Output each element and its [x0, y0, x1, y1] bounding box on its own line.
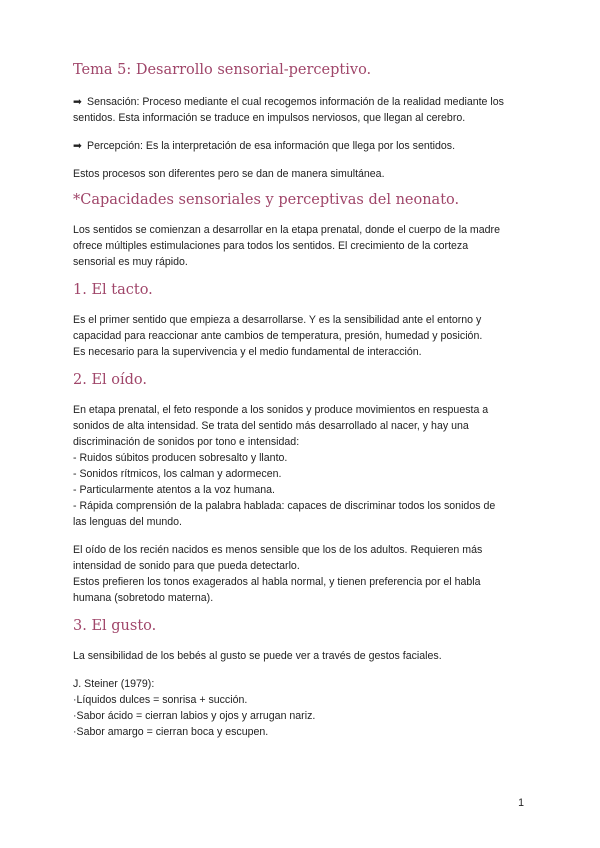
- page-number: 1: [518, 797, 524, 809]
- procesos-note: Estos procesos son diferentes pero se dan de manera simultánea.: [73, 168, 385, 180]
- percepcion-paragraph: ➡ Percepción: Es la interpretación de esa información que llega por los sentidos.: [73, 140, 456, 152]
- oido-paragraph-1: En etapa prenatal, el feto responde a los sonidos y produce movimientos en respuesta a sonidos de alta intensidad. Se trata del sentido más desarrollado al nacer, y hay una discriminación de sonidos por tono e intensidad: - Ruidos súbitos producen sobresalto y llanto. - Sonidos rítmicos, los calman y adormecen. - Particularmente atentos a la voz humana. - Rápida comprensión de la palabra hablada: capaces de discriminar todos los sonidos de las lenguas del mundo.: [73, 404, 496, 528]
- gusto-paragraph-1: La sensibilidad de los bebés al gusto se puede ver a través de gestos faciales.: [73, 650, 442, 662]
- arrow-right-icon: ➡: [73, 96, 82, 108]
- heading-capacidades: *Capacidades sensoriales y perceptivas del neonato.: [73, 192, 460, 208]
- heading-gusto: 3. El gusto.: [73, 618, 157, 634]
- document-content: [73, 62, 533, 740]
- page-title: Tema 5: Desarrollo sensorial-perceptivo.: [73, 62, 372, 78]
- arrow-right-icon: ➡: [73, 140, 82, 152]
- gusto-paragraph-2: J. Steiner (1979): ·Líquidos dulces = sonrisa + succión. ·Sabor ácido = cierran labios y ojos y arrugan nariz. ·Sabor amargo = cierran boca y escupen.: [73, 678, 316, 738]
- sensacion-line-1: ➡ Sensación: Proceso mediante el cual recogemos información de la realidad mediante los: [73, 96, 504, 108]
- heading-oido: 2. El oído.: [73, 372, 148, 388]
- heading-tacto: 1. El tacto.: [73, 282, 153, 298]
- oido-paragraph-2: El oído de los recién nacidos es menos sensible que los de los adultos. Requieren más intensidad de sonido para que pueda detectarlo. Estos prefieren los tonos exagerados al habla normal, y tienen preferencia por el habla humana (sobretodo materna).: [73, 544, 483, 604]
- sensacion-line-2: sentidos. Esta información se traduce en impulsos nerviosos, que llegan al cerebro.: [73, 112, 466, 124]
- sensacion-paragraph: [73, 94, 533, 126]
- tacto-paragraph: Es el primer sentido que empieza a desarrollarse. Y es la sensibilidad ante el entorno y capacidad para reaccionar ante cambios de temperatura, presión, humedad y posición. Es necesario para la supervivencia y el medio fundamental de interacción.: [73, 314, 483, 358]
- capacidades-paragraph: Los sentidos se comienzan a desarrollar en la etapa prenatal, donde el cuerpo de la madre ofrece múltiples estimulaciones para todos los sentidos. El crecimiento de la corteza sensorial es muy rápido.: [73, 224, 500, 268]
